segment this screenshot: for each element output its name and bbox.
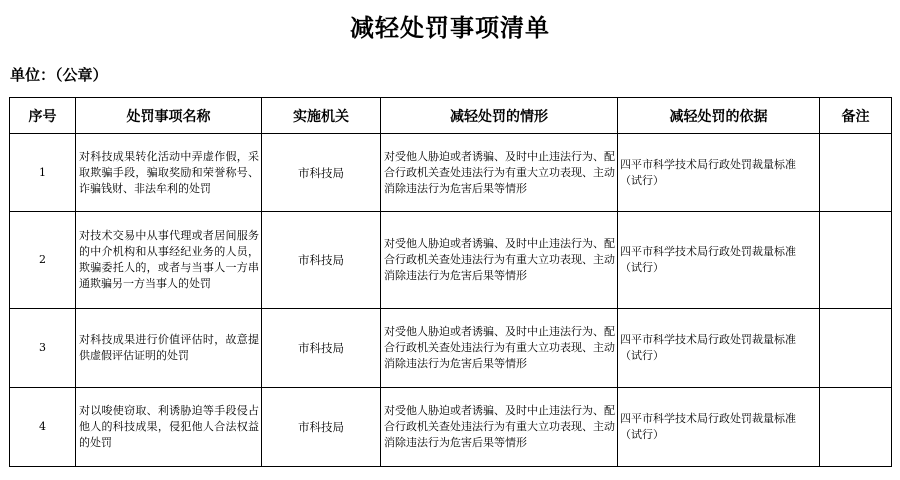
cell-basis: 四平市科学技术局行政处罚裁量标准（试行） (618, 134, 820, 212)
unit-label: 单位：（公章） (10, 66, 108, 84)
document-title: 减轻处罚事项清单 (350, 14, 550, 42)
header-circumstance: 减轻处罚的情形 (381, 98, 618, 134)
penalty-items-table (9, 97, 892, 467)
header-basis: 减轻处罚的依据 (618, 98, 820, 134)
table-row (10, 309, 892, 388)
cell-circumstance: 对受他人胁迫或者诱骗、及时中止违法行为、配合行政机关查处违法行为有重大立功表现、主动消除违法行为危害后果等情形 (381, 212, 618, 309)
cell-agency: 市科技局 (262, 212, 381, 309)
header-agency: 实施机关 (262, 98, 381, 134)
table-row (10, 212, 892, 309)
cell-seq: 2 (10, 212, 76, 309)
table-row (10, 388, 892, 467)
table-row (10, 134, 892, 212)
cell-item: 对科技成果转化活动中弄虚作假，采取欺骗手段，骗取奖励和荣誉称号、诈骗钱财、非法牟利的处罚 (76, 134, 262, 212)
cell-note (820, 388, 892, 467)
cell-note (820, 134, 892, 212)
cell-seq: 1 (10, 134, 76, 212)
cell-note (820, 309, 892, 388)
cell-item: 对以唆使窃取、利诱胁迫等手段侵占他人的科技成果，侵犯他人合法权益的处罚 (76, 388, 262, 467)
cell-circumstance: 对受他人胁迫或者诱骗、及时中止违法行为、配合行政机关查处违法行为有重大立功表现、主动消除违法行为危害后果等情形 (381, 388, 618, 467)
cell-agency: 市科技局 (262, 309, 381, 388)
cell-basis: 四平市科学技术局行政处罚裁量标准（试行） (618, 309, 820, 388)
cell-seq: 4 (10, 388, 76, 467)
cell-basis: 四平市科学技术局行政处罚裁量标准（试行） (618, 388, 820, 467)
cell-circumstance: 对受他人胁迫或者诱骗、及时中止违法行为、配合行政机关查处违法行为有重大立功表现、主动消除违法行为危害后果等情形 (381, 134, 618, 212)
cell-agency: 市科技局 (262, 388, 381, 467)
header-seq: 序号 (10, 98, 76, 134)
header-item: 处罚事项名称 (76, 98, 262, 134)
cell-item: 对科技成果进行价值评估时，故意提供虚假评估证明的处罚 (76, 309, 262, 388)
table-header-row (10, 98, 892, 134)
cell-agency: 市科技局 (262, 134, 381, 212)
cell-seq: 3 (10, 309, 76, 388)
cell-basis: 四平市科学技术局行政处罚裁量标准（试行） (618, 212, 820, 309)
cell-item: 对技术交易中从事代理或者居间服务的中介机构和从事经纪业务的人员，欺骗委托人的，或者与当事人一方串通欺骗另一方当事人的处罚 (76, 212, 262, 309)
cell-circumstance: 对受他人胁迫或者诱骗、及时中止违法行为、配合行政机关查处违法行为有重大立功表现、主动消除违法行为危害后果等情形 (381, 309, 618, 388)
header-note: 备注 (820, 98, 892, 134)
cell-note (820, 212, 892, 309)
